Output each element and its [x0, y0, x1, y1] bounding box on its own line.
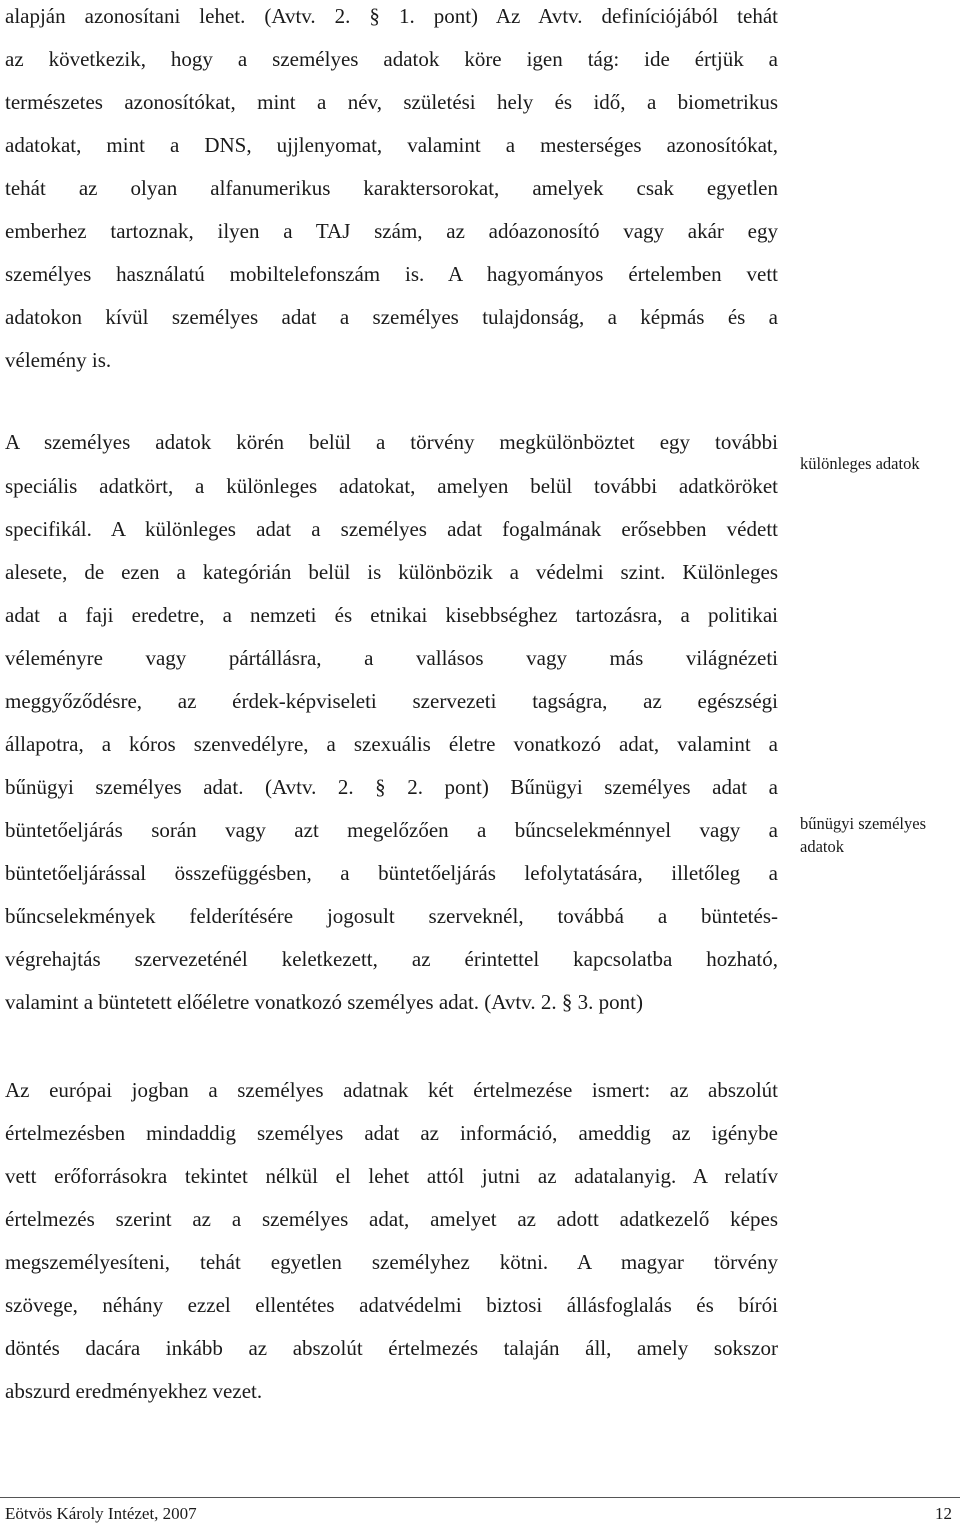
- text-line: állapotra, a kóros szenvedélyre, a szexuális életre vonatkozó adat, valamint a: [5, 732, 778, 756]
- text-line: értelmezésben mindaddig személyes adat az információ, ameddig az igénybe: [5, 1121, 778, 1145]
- text-line: speciális adatkört, a különleges adatokat, amelyen belül további adatköröket: [5, 474, 778, 498]
- text-line: büntetőeljárással összefüggésben, a büntetőeljárás lefolytatására, illetőleg a: [5, 861, 778, 885]
- text-line: bűncselekmények felderítésére jogosult szerveknél, továbbá a büntetés-: [5, 904, 778, 928]
- text-line: adatokon kívül személyes adat a személyes tulajdonság, a képmás és a: [5, 305, 778, 329]
- text-line: A személyes adatok körén belül a törvény megkülönböztet egy további: [5, 430, 778, 454]
- text-line: alapján azonosítani lehet. (Avtv. 2. § 1. pont) Az Avtv. definíciójából tehát: [5, 4, 778, 28]
- text-line: adat a faji eredetre, a nemzeti és etnikai kisebbséghez tartozásra, a politikai: [5, 603, 778, 627]
- margin-note-criminal-data-line2: adatok: [800, 837, 844, 856]
- footer-page-number: 12: [935, 1504, 952, 1523]
- text-line: természetes azonosítókat, mint a név, születési hely és idő, a biometrikus: [5, 90, 778, 114]
- text-line: emberhez tartoznak, ilyen a TAJ szám, az adóazonosító vagy akár egy: [5, 219, 778, 243]
- text-line: adatokat, mint a DNS, ujjlenyomat, valamint a mesterséges azonosítókat,: [5, 133, 778, 157]
- footer-divider: [0, 1497, 960, 1498]
- text-line: személyes használatú mobiltelefonszám is. A hagyományos értelemben vett: [5, 262, 778, 286]
- text-line: bűnügyi személyes adat. (Avtv. 2. § 2. pont) Bűnügyi személyes adat a: [5, 775, 778, 799]
- text-line: értelmezés szerint az a személyes adat, amelyet az adott adatkezelő képes: [5, 1207, 778, 1231]
- text-line: vett erőforrásokra tekintet nélkül el lehet attól jutni az adatalanyig. A relatív: [5, 1164, 778, 1188]
- margin-note-special-data: különleges adatok: [800, 454, 920, 473]
- text-line: az következik, hogy a személyes adatok köre igen tág: ide értjük a: [5, 47, 778, 71]
- text-line: vélemény is.: [5, 348, 112, 372]
- text-line: büntetőeljárás során vagy azt megelőzően a bűncselekménnyel vagy a: [5, 818, 778, 842]
- text-line: alesete, de ezen a kategórián belül is különbözik a védelmi szint. Különleges: [5, 560, 778, 584]
- text-line: véleményre vagy pártállásra, a vallásos vagy más világnézeti: [5, 646, 778, 670]
- text-line: abszurd eredményekhez vezet.: [5, 1379, 263, 1403]
- text-line: végrehajtás szervezeténél keletkezett, az érintettel kapcsolatba hozható,: [5, 947, 778, 971]
- text-line: döntés dacára inkább az abszolút értelmezés talaján áll, amely sokszor: [5, 1336, 778, 1360]
- text-line: meggyőződésre, az érdek-képviseleti szervezeti tagságra, az egészségi: [5, 689, 778, 713]
- footer-institute: Eötvös Károly Intézet, 2007: [5, 1504, 197, 1523]
- text-line: Az európai jogban a személyes adatnak két értelmezése ismert: az abszolút: [5, 1078, 778, 1102]
- text-line: specifikál. A különleges adat a személyes adat fogalmának erősebben védett: [5, 517, 778, 541]
- text-line: tehát az olyan alfanumerikus karaktersorokat, amelyek csak egyetlen: [5, 176, 778, 200]
- text-line: megszemélyesíteni, tehát egyetlen személyhez kötni. A magyar törvény: [5, 1250, 778, 1274]
- text-line: valamint a büntetett előéletre vonatkozó személyes adat. (Avtv. 2. § 3. pont): [5, 990, 643, 1014]
- margin-note-criminal-data-line1: bűnügyi személyes: [800, 814, 927, 833]
- text-line: szövege, néhány ezzel ellentétes adatvédelmi biztosi állásfoglalás és bírói: [5, 1293, 778, 1317]
